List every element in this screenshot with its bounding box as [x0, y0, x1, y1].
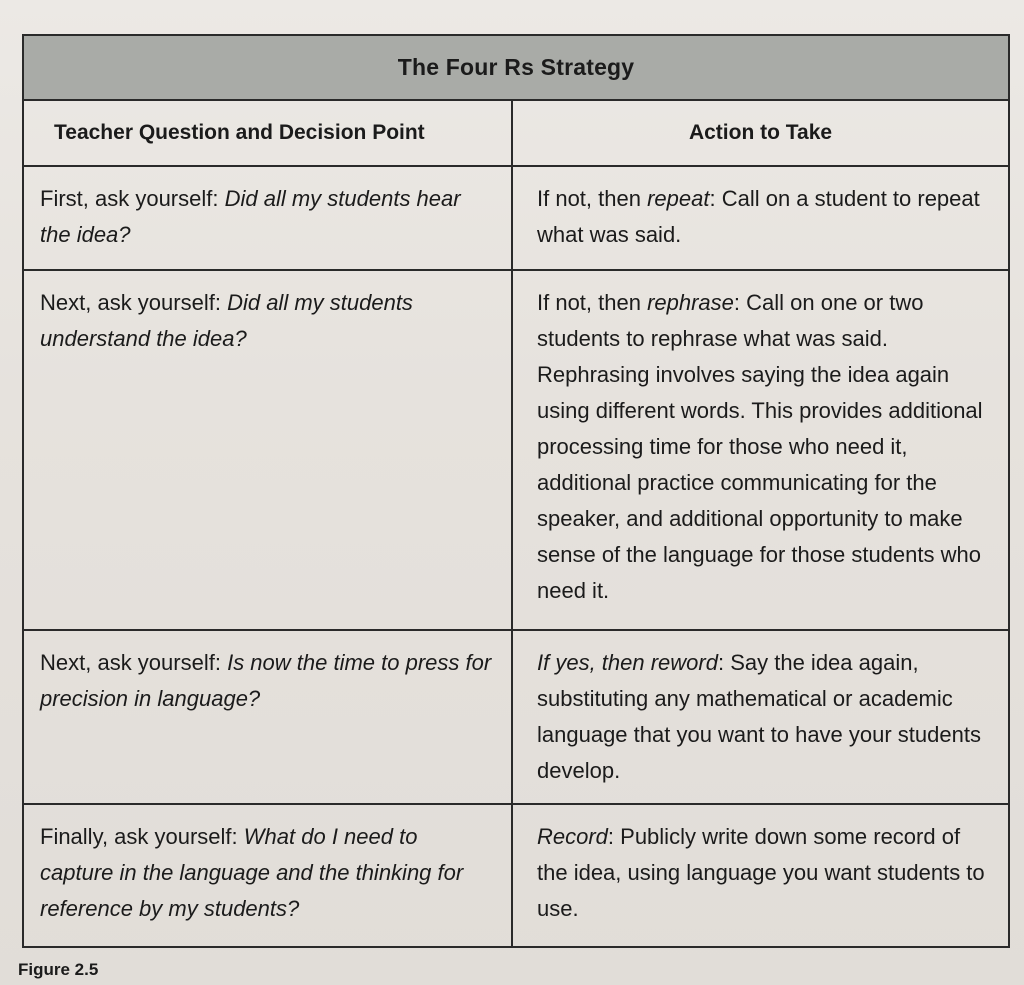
action-lead: If not, then [537, 186, 648, 211]
action-keyword: If yes, then reword [537, 650, 718, 675]
table-row [23, 270, 1009, 630]
column-header-action: Action to Take [512, 100, 1009, 166]
action-cell [512, 630, 1009, 804]
question-cell [23, 804, 512, 947]
question-cell [23, 270, 512, 630]
question-text: What do I need to capture in the language and the thinking for reference by my students? [40, 824, 464, 921]
question-cell [23, 166, 512, 270]
action-cell [512, 270, 1009, 630]
table-title: The Four Rs Strategy [23, 35, 1009, 100]
table-row [23, 804, 1009, 947]
action-lead: If not, then [537, 290, 648, 315]
action-text: : Publicly write down some record of the idea, using language you want students to use. [537, 824, 985, 921]
table-row [23, 630, 1009, 804]
question-lead: First, ask yourself: [40, 186, 225, 211]
action-keyword: Record [537, 824, 608, 849]
action-text: : Call on a student to repeat what was said. [537, 186, 980, 247]
column-header-question: Teacher Question and Decision Point [23, 100, 512, 166]
figure-caption: Figure 2.5 [18, 960, 99, 979]
four-rs-strategy-table [22, 34, 1010, 948]
action-text: : Call on one or two students to rephrase what was said. Rephrasing involves saying the idea again using different words. This provides additional processing time for those who need it, additional practice communicating for the speaker, and additional opportunity to make sense of the language for those students who need it. [537, 290, 983, 603]
question-lead: Finally, ask yourself: [40, 824, 244, 849]
question-text: Did all my students understand the idea? [40, 290, 413, 351]
question-lead: Next, ask yourself: [40, 290, 228, 315]
question-text: Is now the time to press for precision in language? [40, 650, 492, 711]
question-text: Did all my students hear the idea? [40, 186, 461, 247]
action-text: : Say the idea again, substituting any mathematical or academic language that you want to have your students develop. [537, 650, 981, 783]
action-keyword: repeat [647, 186, 710, 211]
action-cell [512, 804, 1009, 947]
action-cell [512, 166, 1009, 270]
question-lead: Next, ask yourself: [40, 650, 228, 675]
question-cell [23, 630, 512, 804]
action-keyword: rephrase [647, 290, 734, 315]
table-row [23, 166, 1009, 270]
